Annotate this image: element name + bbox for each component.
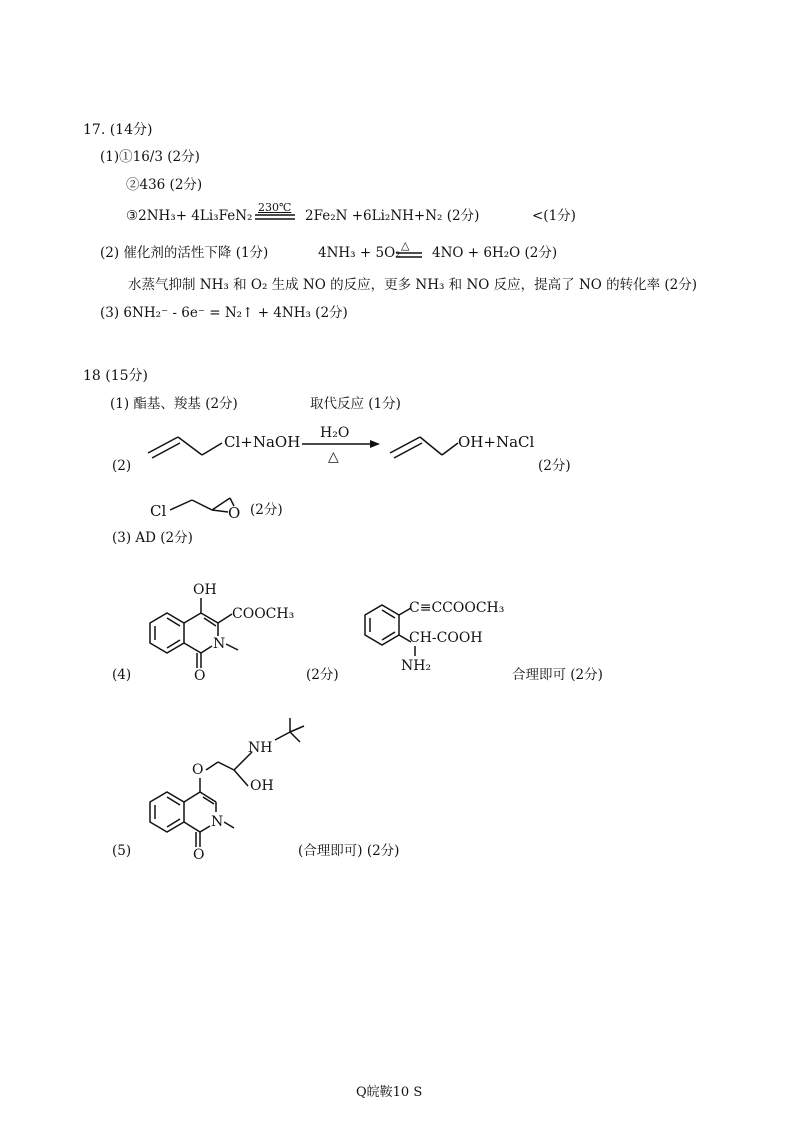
- q18-part1: (1) 酯基、羧基 (2分): [110, 396, 238, 412]
- q18-part1-b: 取代反应 (1分): [310, 396, 401, 412]
- isoquinolinone-ester-structure: [140, 578, 330, 683]
- ring-n-label: N: [211, 814, 224, 830]
- reaction-double-line: [396, 252, 426, 260]
- ester-label: COOCH₃: [232, 606, 295, 622]
- nh2-label: NH₂: [401, 658, 432, 674]
- chcooh-label: CH-COOH: [409, 630, 483, 646]
- q18-part4-label: (4): [112, 667, 132, 683]
- q18-part5-note: (合理即可) (2分): [298, 843, 400, 859]
- epoxide-o-label: O: [228, 504, 241, 522]
- q18-part2b-score: (2分): [250, 502, 283, 518]
- oh-label: OH: [193, 582, 217, 598]
- q18-part4-score: (2分): [306, 667, 339, 683]
- isoquinolinone-ether-structure: [140, 712, 340, 862]
- alkyne-label: C≡CCOOCH₃: [409, 600, 505, 616]
- nh-label: NH: [248, 740, 273, 756]
- q18-part2-score: (2分): [538, 458, 571, 474]
- q17-part1-3-condition: 230℃: [258, 201, 292, 214]
- q17-part2-eq-left: 4NH₃ + 5O₂: [318, 245, 401, 261]
- q17-part1-3-left: ③2NH₃+ 4Li₃FeN₂: [126, 208, 253, 224]
- epichlorohydrin-structure: [150, 488, 260, 524]
- n-label: N: [213, 636, 226, 652]
- ether-o-label: O: [192, 762, 204, 778]
- q17-part3: (3) 6NH₂⁻ - 6e⁻ = N₂↑ + 4NH₃ (2分): [100, 305, 348, 321]
- q17-part1-2: ②436 (2分): [126, 177, 203, 193]
- q18-part5-label: (5): [112, 843, 132, 859]
- q17-part2-b: 水蒸气抑制 NH₃ 和 O₂ 生成 NO 的反应，更多 NH₃ 和 NO 反应，提高了 NO 的转化率 (2分): [128, 277, 698, 293]
- carbonyl-o-label: O: [194, 668, 206, 684]
- condition-top: H₂O: [320, 425, 350, 441]
- equilibrium-arrow: [255, 214, 299, 222]
- cl-label: Cl: [150, 502, 167, 520]
- page-footer: Q皖鞍10 S: [356, 1085, 423, 1100]
- q18-part2-label: (2): [112, 458, 132, 474]
- q17-part2-eq-condition: △: [401, 239, 410, 252]
- q18-part4-note: 合理即可 (2分): [512, 667, 603, 683]
- product-text: OH+NaCl: [458, 433, 535, 451]
- hydroxyl-label: OH: [250, 778, 274, 794]
- q18-part3: (3) AD (2分): [112, 530, 193, 546]
- allyl-chloride-reaction: [140, 425, 560, 475]
- q17-part1-3-extra: <(1分): [532, 208, 576, 224]
- q18-header: 18 (15分): [83, 368, 149, 384]
- q17-header: 17. (14分): [83, 122, 153, 138]
- alkyne-amino-acid-structure: [355, 590, 515, 675]
- q17-part1-3-right: 2Fe₂N +6Li₂NH+N₂ (2分): [305, 208, 480, 224]
- q17-part2-a: (2) 催化剂的活性下降 (1分): [100, 245, 269, 261]
- q17-part2-eq-right: 4NO + 6H₂O (2分): [432, 245, 558, 261]
- q17-part1-1: (1)①16/3 (2分): [100, 149, 200, 165]
- reactant-text: Cl+NaOH: [224, 433, 301, 451]
- ring-carbonyl-o-label: O: [193, 847, 205, 863]
- condition-bottom: △: [328, 449, 339, 465]
